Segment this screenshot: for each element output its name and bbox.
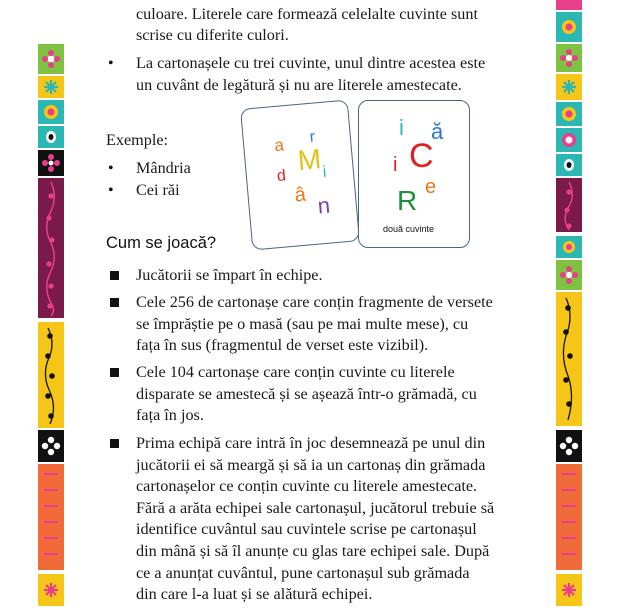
card-letter: â [293,183,307,207]
card-letter: i [399,115,404,140]
rule-line: fața în jos. [136,406,204,425]
left-decorative-border [38,0,64,611]
card-letter: ă [431,119,444,144]
rule-line: Fără a arăta echipei sale cartonașul, jucătorul trebuie să [136,498,495,517]
rule-line: Cele 256 de cartonașe care conțin fragmente de versete [136,293,493,311]
card-caption: două cuvinte [383,224,435,234]
rule-line: ce a anunțat cuvântul, pune cartonașul sub grămada [136,563,470,582]
intro-continuation-line-1: culoare. Literele care formează celelalte cuvinte sunt [136,5,478,23]
examples-label: Exemple: [106,131,169,149]
dotted-vine-icon [38,322,64,428]
word-card-1 [240,100,360,251]
rule-line: Cele 104 cartonașe care conțin cuvinte cu literele [136,363,455,381]
star-icon [556,74,582,100]
card-letter: d [276,167,287,185]
flower-icon [556,260,582,290]
example-item: Mândria [136,159,191,177]
star-icon [556,574,582,606]
rule-line: se împrăștie pe o masă (sau pe mai multe mese), cu [136,314,469,333]
bullet-dot: • [108,55,114,72]
rule-line: disparate se amestecă și se așează într-o grămadă, cu [136,384,477,403]
intro-bullet-line-2: un cuvânt de legătură și nu are literele amestecate. [136,76,462,94]
right-decorative-border [556,0,582,611]
dotted-vine-icon [38,464,64,570]
bullet-dot: • [108,182,114,199]
section-heading: Cum se joacă? [106,234,217,252]
ring-icon [38,100,64,124]
ring-icon [556,102,582,126]
square-bullet-icon [110,368,119,377]
rule-line: jucătorii ei să meargă și să ia un cartonaș din grămada [136,455,486,474]
intro-continuation-line-2: scrise cu diferite culori. [136,26,289,44]
example-item: Cei răi [136,181,180,199]
star-icon [38,76,64,98]
card-letter: a [273,135,285,156]
rule-line: din care l-a luat și se alătură echipei. [136,585,373,604]
flower-icon [38,150,64,176]
card-letter: r [309,128,316,146]
rule-line: fața în sus (fragmentul de verset este vizibil). [136,336,429,355]
word-card-2 [358,100,470,248]
ring-icon [556,154,582,176]
dotted-vine-icon [556,178,582,232]
flower-icon [556,44,582,72]
card-letter: R [397,185,418,216]
ring-icon [38,126,64,148]
card-letter: e [425,176,437,198]
flower-icon [556,430,582,462]
dotted-vine-icon [556,464,582,570]
ring-icon [556,128,582,152]
flower-icon [556,0,582,10]
rule-line: identifice cuvântul sau cuvintele scrise pe cartonașul [136,520,477,539]
ring-icon [556,236,582,258]
rule-line: Prima echipă care intră în joc desemnează pe unul din [136,434,486,452]
dotted-vine-icon [556,292,582,426]
ring-icon [556,12,582,42]
bullet-dot: • [108,160,114,177]
card-letter: i [393,154,398,176]
flower-icon [38,430,64,462]
card-letter: M [296,143,323,177]
square-bullet-icon [110,271,119,280]
square-bullet-icon [110,439,119,448]
dotted-vine-icon [38,178,64,318]
square-bullet-icon [110,298,119,307]
intro-bullet-line-1: La cartonașele cu trei cuvinte, unul dintre acestea este [136,54,486,72]
card-letter: n [316,192,332,219]
card-letter: i [322,163,328,181]
rule-line: din mână și să îl anunțe cu glas tare echipei sale. După [136,542,490,560]
card-letter: C [409,137,434,175]
rule-line: Jucătorii se împart în echipe. [136,266,323,284]
rule-line: cartonașelor ce conțin cuvinte cu literele amestecate. [136,477,478,496]
flower-icon [38,44,64,74]
star-icon [38,574,64,606]
